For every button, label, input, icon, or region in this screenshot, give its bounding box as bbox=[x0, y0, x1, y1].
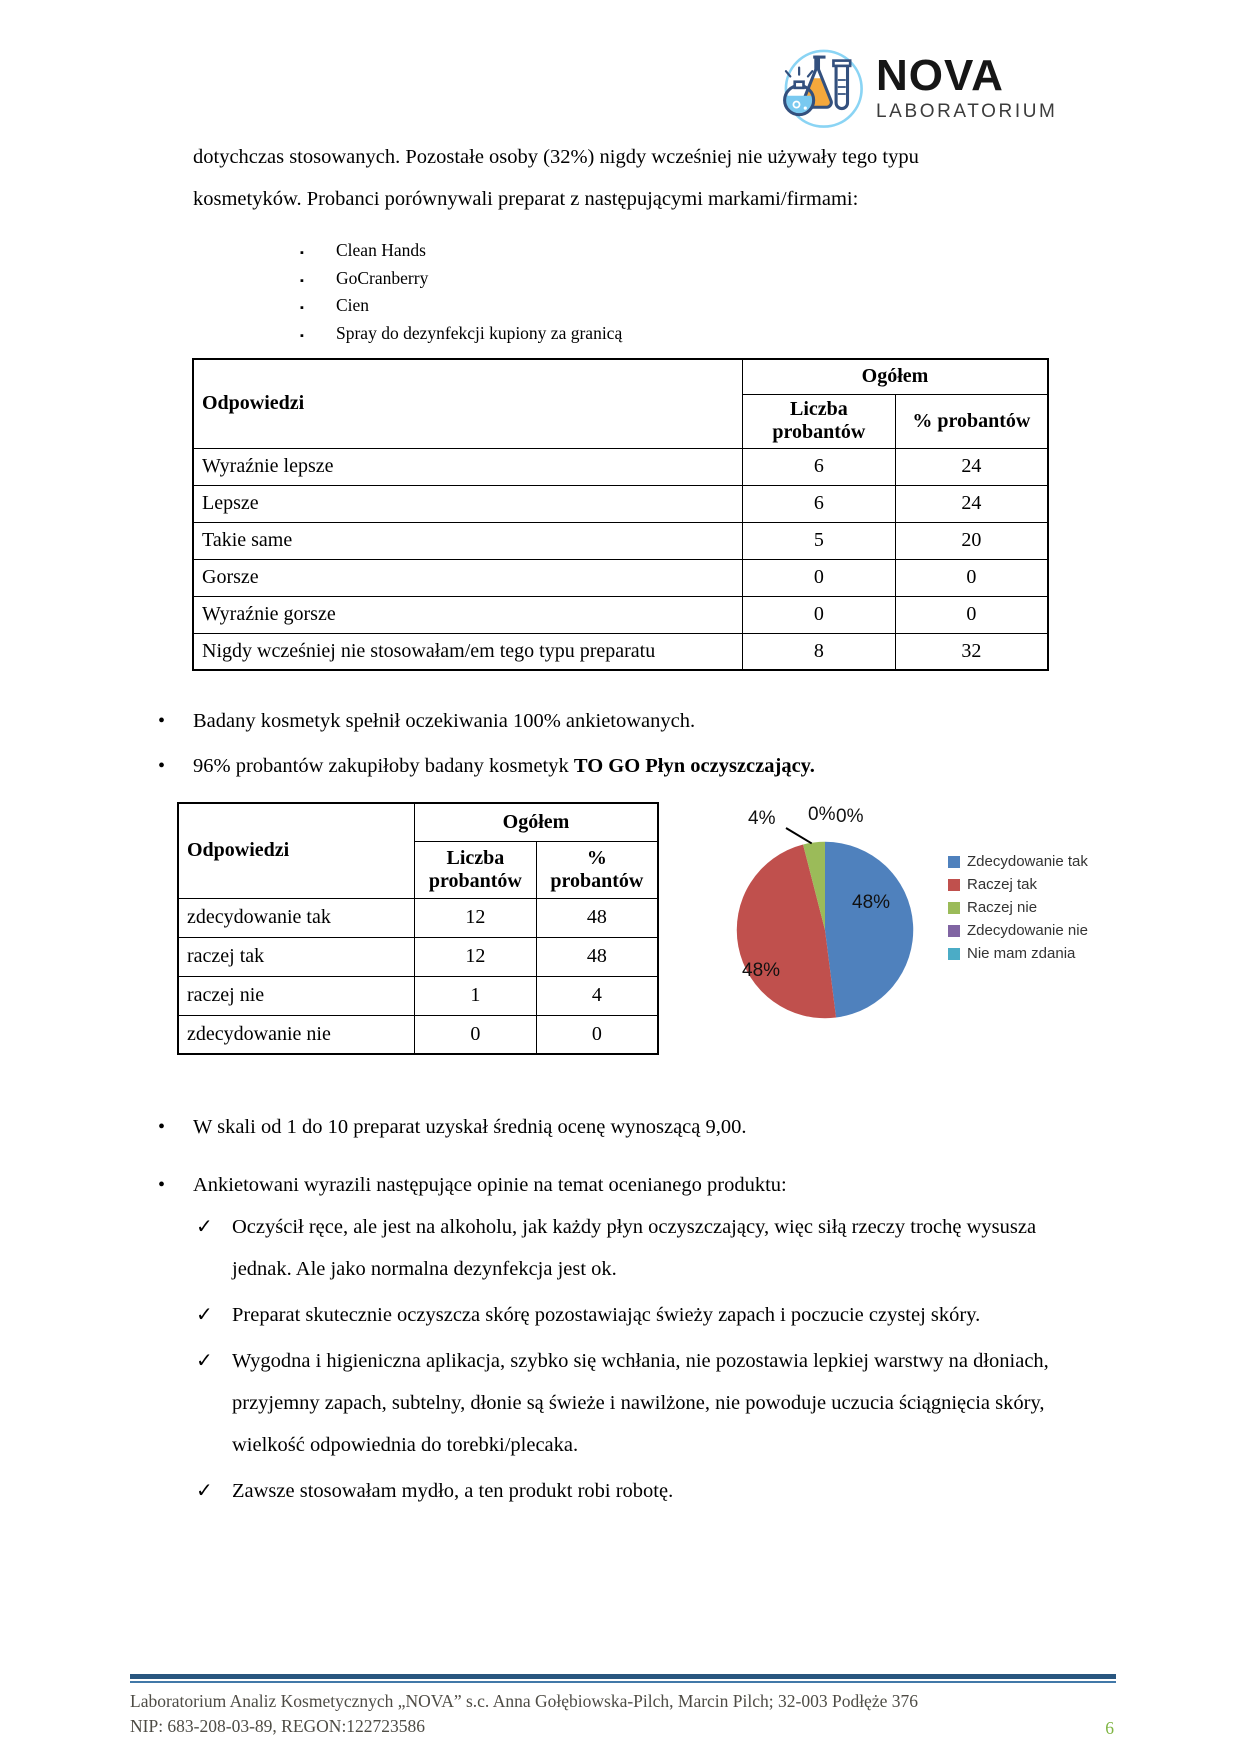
answer-cell: Nigdy wcześniej nie stosowałam/em tego typu preparatu bbox=[193, 633, 743, 670]
count-cell: 0 bbox=[415, 1015, 537, 1054]
bullet-rating bbox=[158, 1112, 1058, 1142]
legend-swatch bbox=[948, 948, 960, 960]
opinion-text: Wygodna i higieniczna aplikacja, szybko się wchłania, nie pozostawia lepkiej warstwy na dłoniach, przyjemny zapach, subtelny, dłonie są świeże i nawilżone, nie powoduje uczucia ściągnięcia skóry, wielkość odpowiednia do torebki/plecaka. bbox=[232, 1350, 1049, 1456]
table-row bbox=[193, 522, 1048, 559]
table-header-row bbox=[193, 359, 1048, 394]
count-header-cell: Liczba probantów bbox=[415, 841, 537, 898]
table-row bbox=[193, 448, 1048, 485]
list-item bbox=[300, 266, 622, 294]
answers-header-cell: Odpowiedzi bbox=[178, 803, 415, 898]
bullet-text: W skali od 1 do 10 preparat uzyskał średnią ocenę wynoszącą 9,00. bbox=[193, 1116, 747, 1138]
purchase-intent-table bbox=[177, 802, 659, 1055]
round-bullet-icon: • bbox=[158, 755, 166, 777]
answer-cell: Wyraźnie gorsze bbox=[193, 596, 743, 633]
percent-cell: 32 bbox=[895, 633, 1048, 670]
round-bullet-icon: • bbox=[158, 1116, 166, 1138]
percent-cell: 24 bbox=[895, 485, 1048, 522]
table-row bbox=[193, 559, 1048, 596]
checkmark-icon: ✓ bbox=[196, 1216, 213, 1238]
list-item bbox=[196, 1340, 1068, 1466]
answer-cell: Takie same bbox=[193, 522, 743, 559]
page-footer bbox=[130, 1674, 1116, 1739]
percent-cell: 0 bbox=[895, 559, 1048, 596]
percent-header-cell: % probantów bbox=[536, 841, 658, 898]
answer-cell: zdecydowanie nie bbox=[178, 1015, 415, 1054]
table-row bbox=[178, 937, 658, 976]
round-bullet-icon: • bbox=[158, 710, 166, 732]
legend-swatch bbox=[948, 925, 960, 937]
opinion-text: Preparat skutecznie oczyszcza skórę pozostawiając świeży zapach i poczucie czystej skóry. bbox=[232, 1304, 981, 1326]
list-item bbox=[300, 238, 622, 266]
table-row bbox=[178, 976, 658, 1015]
intro-line-1: dotychczas stosowanych. Pozostałe osoby (32%) nigdy wcześniej nie używały tego typu bbox=[193, 146, 919, 168]
legend-swatch bbox=[948, 902, 960, 914]
lab-flasks-icon bbox=[778, 44, 866, 130]
percent-cell: 4 bbox=[536, 976, 658, 1015]
legend-label: Zdecydowanie nie bbox=[967, 922, 1088, 939]
count-cell: 12 bbox=[415, 898, 537, 937]
product-name: TO GO Płyn oczyszczający. bbox=[573, 755, 815, 777]
comparison-results-table bbox=[192, 358, 1049, 671]
table-row bbox=[178, 898, 658, 937]
footer-address: Laboratorium Analiz Kosmetycznych „NOVA” s.c. Anna Gołębiowska-Pilch, Marcin Pilch; 32-003 Podłęże 376 bbox=[130, 1691, 918, 1711]
count-cell: 0 bbox=[743, 559, 896, 596]
opinion-text: Zawsze stosowałam mydło, a ten produkt robi robotę. bbox=[232, 1480, 674, 1502]
pie-label-zdecydowanie-tak: 48% bbox=[852, 892, 891, 913]
total-group-header-cell: Ogółem bbox=[415, 803, 659, 841]
opinion-text: Oczyścił ręce, ale jest na alkoholu, jak każdy płyn oczyszczający, więc siłą rzeczy trochę wysusza jednak. Ale jako normalna dezynfekcja jest ok. bbox=[232, 1216, 1037, 1280]
bullet-opinions-intro bbox=[158, 1170, 1058, 1200]
list-item bbox=[196, 1470, 1068, 1512]
checkmark-icon: ✓ bbox=[196, 1304, 213, 1326]
bullet-text: Ankietowani wyrazili następujące opinie na temat ocenianego produktu: bbox=[193, 1174, 787, 1196]
pie-label-raczej-tak: 48% bbox=[742, 960, 781, 981]
table-row bbox=[193, 633, 1048, 670]
purchase-pie-chart-block bbox=[640, 800, 1120, 1070]
count-cell: 1 bbox=[415, 976, 537, 1015]
count-cell: 5 bbox=[743, 522, 896, 559]
bullet-text: Badany kosmetyk spełnił oczekiwania 100% ankietowanych. bbox=[193, 710, 696, 732]
bullet-purchase bbox=[158, 751, 1058, 781]
footer-nip-regon: NIP: 683-208-03-89, REGON:122723586 bbox=[130, 1716, 426, 1736]
answers-header-cell: Odpowiedzi bbox=[193, 359, 743, 448]
count-cell: 12 bbox=[415, 937, 537, 976]
legend-item bbox=[948, 850, 1088, 873]
logo-name: NOVA bbox=[876, 50, 1004, 100]
opinion-list bbox=[196, 1206, 1068, 1516]
legend-item bbox=[948, 919, 1088, 942]
legend-item bbox=[948, 942, 1088, 965]
table-row bbox=[193, 485, 1048, 522]
legend-label: Nie mam zdania bbox=[967, 945, 1076, 962]
legend-label: Zdecydowanie tak bbox=[967, 853, 1088, 870]
checkmark-icon: ✓ bbox=[196, 1480, 213, 1502]
legend-label: Raczej nie bbox=[967, 899, 1038, 916]
answer-cell: Wyraźnie lepsze bbox=[193, 448, 743, 485]
legend-label: Raczej tak bbox=[967, 876, 1038, 893]
answer-cell: Lepsze bbox=[193, 485, 743, 522]
count-cell: 8 bbox=[743, 633, 896, 670]
brand-label: Spray do dezynfekcji kupiony za granicą bbox=[336, 322, 623, 343]
brand-label: Cien bbox=[336, 295, 370, 315]
count-header-cell: Liczba probantów bbox=[743, 394, 896, 448]
page-number: 6 bbox=[1105, 1718, 1114, 1738]
brand-label: Clean Hands bbox=[336, 240, 426, 260]
answer-cell: raczej nie bbox=[178, 976, 415, 1015]
legend-swatch bbox=[948, 879, 960, 891]
table-row bbox=[178, 1015, 658, 1054]
list-item bbox=[196, 1206, 1068, 1290]
logo-subtitle: LABORATORIUM bbox=[876, 100, 1058, 122]
nova-logo bbox=[778, 44, 1057, 130]
pie-label-nie-mam-zdania: 0% bbox=[836, 806, 864, 827]
answer-cell: zdecydowanie tak bbox=[178, 898, 415, 937]
table-header-row bbox=[178, 803, 658, 841]
list-item bbox=[300, 293, 622, 321]
intro-paragraph bbox=[193, 136, 1053, 220]
bullet-text: 96% probantów zakupiłoby badany kosmetyk bbox=[193, 755, 574, 777]
checkmark-icon: ✓ bbox=[196, 1350, 213, 1372]
pie-slice-0 bbox=[825, 842, 913, 1018]
brand-list bbox=[300, 238, 622, 348]
percent-cell: 20 bbox=[895, 522, 1048, 559]
percent-cell: 0 bbox=[536, 1015, 658, 1054]
brand-label: GoCranberry bbox=[336, 267, 429, 288]
footer-divider bbox=[130, 1674, 1116, 1683]
square-bullet-icon: ▪ bbox=[300, 247, 304, 259]
count-cell: 6 bbox=[743, 485, 896, 522]
square-bullet-icon: ▪ bbox=[300, 329, 304, 342]
percent-cell: 48 bbox=[536, 898, 658, 937]
percent-cell: 0 bbox=[895, 596, 1048, 633]
pie-label-zdecydowanie-nie: 0% bbox=[808, 804, 836, 825]
legend-item bbox=[948, 896, 1088, 919]
square-bullet-icon: ▪ bbox=[300, 302, 304, 314]
count-cell: 6 bbox=[743, 448, 896, 485]
legend-item bbox=[948, 873, 1088, 896]
list-item bbox=[300, 321, 622, 349]
percent-cell: 48 bbox=[536, 937, 658, 976]
pie-chart bbox=[735, 840, 915, 1020]
answer-cell: raczej tak bbox=[178, 937, 415, 976]
round-bullet-icon: • bbox=[158, 1174, 166, 1196]
pie-label-raczej-nie: 4% bbox=[748, 808, 776, 829]
list-item bbox=[196, 1294, 1068, 1336]
square-bullet-icon: ▪ bbox=[300, 274, 304, 287]
percent-cell: 24 bbox=[895, 448, 1048, 485]
intro-line-2: kosmetyków. Probanci porównywali preparat z następującymi markami/firmami: bbox=[193, 188, 859, 210]
table-row bbox=[193, 596, 1048, 633]
count-cell: 0 bbox=[743, 596, 896, 633]
bullet-expectations bbox=[158, 706, 1058, 736]
answer-cell: Gorsze bbox=[193, 559, 743, 596]
percent-header-cell: % probantów bbox=[895, 394, 1048, 448]
legend-swatch bbox=[948, 856, 960, 868]
total-group-header-cell: Ogółem bbox=[743, 359, 1049, 394]
chart-legend bbox=[948, 850, 1088, 965]
